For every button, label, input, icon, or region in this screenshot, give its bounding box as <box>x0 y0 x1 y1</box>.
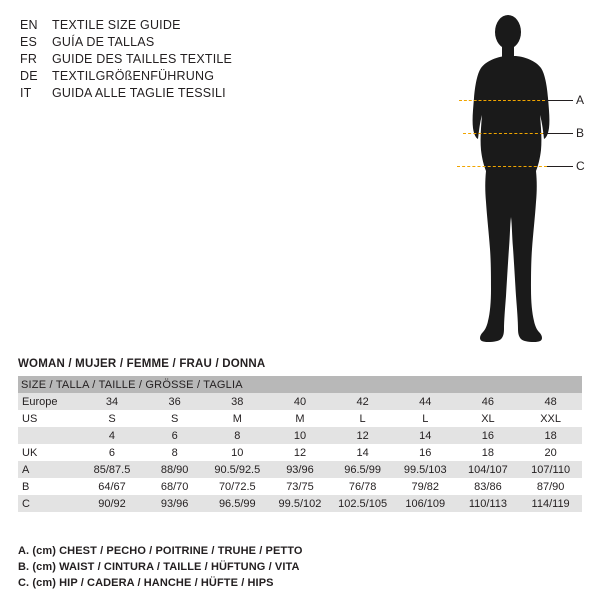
measure-label-c: C <box>576 159 585 173</box>
table-cell: L <box>331 410 394 427</box>
table-row <box>18 444 582 461</box>
table-cell: 20 <box>519 444 582 461</box>
table-cell: 102.5/105 <box>331 495 394 512</box>
row-label: Europe <box>18 393 81 410</box>
language-title-list <box>20 17 420 102</box>
table-cell: 18 <box>519 427 582 444</box>
hip-guide-line <box>457 166 547 167</box>
table-cell: 93/96 <box>269 461 332 478</box>
language-row <box>20 34 420 51</box>
table-cell: 34 <box>81 393 144 410</box>
table-cell: 96.5/99 <box>331 461 394 478</box>
language-code: FR <box>20 52 38 66</box>
table-row <box>18 461 582 478</box>
table-row <box>18 393 582 410</box>
chest-guide-line <box>459 100 545 101</box>
table-cell: 110/113 <box>457 495 520 512</box>
row-label: C <box>18 495 81 512</box>
table-cell: 90.5/92.5 <box>206 461 269 478</box>
table-cell: 90/92 <box>81 495 144 512</box>
table-cell: 104/107 <box>457 461 520 478</box>
table-cell: M <box>206 410 269 427</box>
table-cell: XL <box>457 410 520 427</box>
table-cell: 70/72.5 <box>206 478 269 495</box>
table-cell: S <box>81 410 144 427</box>
table-cell: 114/119 <box>519 495 582 512</box>
table-cell: 106/109 <box>394 495 457 512</box>
table-cell: XXL <box>519 410 582 427</box>
table-cell: 64/67 <box>81 478 144 495</box>
table-cell: 83/86 <box>457 478 520 495</box>
table-cell: 12 <box>269 444 332 461</box>
note-hip: C. (cm) HIP / CADERA / HANCHE / HÜFTE / HIPS <box>18 577 274 589</box>
table-cell: 36 <box>143 393 206 410</box>
table-cell: M <box>269 410 332 427</box>
hip-pointer-line <box>547 166 573 167</box>
table-cell: 4 <box>81 427 144 444</box>
table-cell: 73/75 <box>269 478 332 495</box>
table-cell: 88/90 <box>143 461 206 478</box>
table-row <box>18 410 582 427</box>
row-label: UK <box>18 444 81 461</box>
table-cell: 8 <box>143 444 206 461</box>
table-cell: 8 <box>206 427 269 444</box>
measurement-notes <box>18 543 578 591</box>
language-row <box>20 51 420 68</box>
table-cell: 38 <box>206 393 269 410</box>
table-cell: 96.5/99 <box>206 495 269 512</box>
waist-guide-line <box>463 133 543 134</box>
table-cell: 16 <box>457 427 520 444</box>
table-cell: 40 <box>269 393 332 410</box>
chest-pointer-line <box>545 100 573 101</box>
table-cell: 44 <box>394 393 457 410</box>
table-cell: 10 <box>206 444 269 461</box>
table-row <box>18 478 582 495</box>
table-cell: 76/78 <box>331 478 394 495</box>
female-silhouette-figure <box>430 8 590 378</box>
table-cell: 93/96 <box>143 495 206 512</box>
table-cell: 18 <box>457 444 520 461</box>
language-row <box>20 85 420 102</box>
size-table-container <box>18 376 582 512</box>
table-cell: 6 <box>81 444 144 461</box>
language-code: DE <box>20 69 38 83</box>
measure-label-a: A <box>576 93 585 107</box>
table-row <box>18 427 582 444</box>
language-code: ES <box>20 35 38 49</box>
table-cell: 87/90 <box>519 478 582 495</box>
language-title: TEXTILE SIZE GUIDE <box>52 18 181 32</box>
table-cell: 16 <box>394 444 457 461</box>
language-code: IT <box>20 86 32 100</box>
language-row <box>20 68 420 85</box>
table-cell: 42 <box>331 393 394 410</box>
table-cell: S <box>143 410 206 427</box>
section-title: WOMAN / MUJER / FEMME / FRAU / DONNA <box>18 358 266 370</box>
table-header-label: SIZE / TALLA / TAILLE / GRÖSSE / TAGLIA <box>18 376 582 393</box>
language-row <box>20 17 420 34</box>
note-chest: A. (cm) CHEST / PECHO / POITRINE / TRUHE / PETTO <box>18 545 303 557</box>
row-label <box>18 427 81 444</box>
table-cell: 85/87.5 <box>81 461 144 478</box>
note-waist: B. (cm) WAIST / CINTURA / TAILLE / HÜFTUNG / VITA <box>18 561 300 573</box>
language-title: GUIDA ALLE TAGLIE TESSILI <box>52 86 226 100</box>
size-table <box>18 376 582 512</box>
table-cell: 14 <box>331 444 394 461</box>
row-label: A <box>18 461 81 478</box>
language-code: EN <box>20 18 38 32</box>
table-cell: 99.5/102 <box>269 495 332 512</box>
table-cell: 14 <box>394 427 457 444</box>
table-cell: 68/70 <box>143 478 206 495</box>
table-cell: L <box>394 410 457 427</box>
measure-label-b: B <box>576 126 585 140</box>
woman-silhouette-icon <box>430 8 590 378</box>
table-cell: 99.5/103 <box>394 461 457 478</box>
waist-pointer-line <box>543 133 573 134</box>
table-cell: 48 <box>519 393 582 410</box>
table-header-row <box>18 376 582 393</box>
row-label: US <box>18 410 81 427</box>
language-title: TEXTILGRÖßENFÜHRUNG <box>52 69 215 83</box>
table-cell: 79/82 <box>394 478 457 495</box>
language-title: GUIDE DES TAILLES TEXTILE <box>52 52 233 66</box>
row-label: B <box>18 478 81 495</box>
table-cell: 107/110 <box>519 461 582 478</box>
table-row <box>18 495 582 512</box>
table-cell: 10 <box>269 427 332 444</box>
language-title: GUÍA DE TALLAS <box>52 35 155 49</box>
table-cell: 46 <box>457 393 520 410</box>
table-cell: 6 <box>143 427 206 444</box>
table-cell: 12 <box>331 427 394 444</box>
